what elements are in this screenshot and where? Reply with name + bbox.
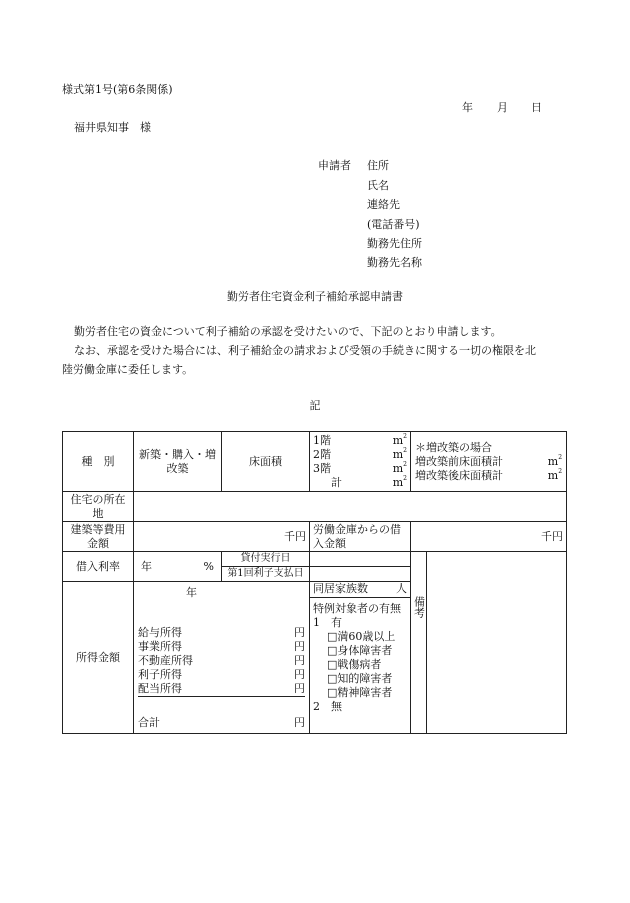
income-realestate-unit: 円 <box>294 654 305 667</box>
renovation-cell[interactable] <box>411 432 567 492</box>
loan-label: 労働金庫からの借入金額 <box>310 522 411 552</box>
renovation-after-unit: $m^2$ <box>547 467 563 482</box>
income-dividend-label: 配当所得 <box>138 682 182 695</box>
income-interest-row <box>138 668 305 682</box>
applicant-address-label: 住所 <box>367 159 389 172</box>
income-year: 年 <box>186 586 197 599</box>
first-interest-date-label: 第1回利子支払日 <box>222 567 310 582</box>
income-salary-row <box>138 626 305 640</box>
first-interest-date-value[interactable] <box>310 567 411 582</box>
renovation-before-row <box>415 455 562 469</box>
special-label: 特例対象者の有無 <box>313 602 401 615</box>
special-cell[interactable] <box>310 582 411 734</box>
income-business-row <box>138 640 305 654</box>
income-total-label: 合計 <box>138 716 160 729</box>
floor-area-values[interactable] <box>310 432 411 492</box>
special-item-physical[interactable]: □身体障害者 <box>327 644 393 657</box>
application-table <box>62 431 567 734</box>
income-breakdown[interactable] <box>134 582 310 734</box>
floor-3-label: 3階 <box>313 461 331 475</box>
loan-value[interactable] <box>411 522 567 552</box>
floor-total-row <box>313 476 407 490</box>
income-business-unit: 円 <box>294 640 305 653</box>
income-total-row <box>138 716 305 730</box>
date-day-label: 日 <box>531 101 542 114</box>
date-month-label: 月 <box>497 101 508 114</box>
renovation-before-unit: $m^2$ <box>547 453 563 468</box>
income-realestate-row <box>138 654 305 668</box>
household-row <box>310 582 410 598</box>
floor-3-unit: $m^2$ <box>392 460 407 475</box>
applicant-name-label: 氏名 <box>367 179 389 192</box>
ki-mark: 記 <box>309 399 321 412</box>
remarks-label: 備考 <box>412 596 426 618</box>
household-label: 同居家族数 <box>313 582 368 595</box>
special-item-intellectual[interactable]: □知的障害者 <box>327 672 393 685</box>
income-dividend-row <box>138 682 305 697</box>
income-realestate-label: 不動産所得 <box>138 654 193 667</box>
rate-row-1 <box>63 552 567 567</box>
floor-total-unit: $m^2$ <box>392 474 407 489</box>
floor-area-label-cell <box>222 432 310 492</box>
floor-2-label: 2階 <box>313 447 331 461</box>
applicant-label: 申請者 <box>318 159 351 172</box>
rate-percent: % <box>203 559 214 573</box>
applicant-contact-label: 連絡先 <box>367 198 400 211</box>
floor-area-label: 床面積 <box>249 454 282 468</box>
location-row <box>63 492 567 522</box>
special-item-war[interactable]: □戦傷病者 <box>327 658 382 671</box>
rate-label: 借入利率 <box>63 552 134 582</box>
special-item-age[interactable]: □満60歳以上 <box>327 630 396 643</box>
income-total-unit: 円 <box>294 716 305 729</box>
cost-value[interactable] <box>134 522 310 552</box>
income-salary-label: 給与所得 <box>138 626 182 639</box>
form-number: 様式第1号(第6条関係) <box>62 83 173 96</box>
rate-value[interactable] <box>134 552 222 582</box>
floor-3-row <box>313 462 407 476</box>
applicant-phone-label: (電話番号) <box>367 218 420 231</box>
floor-2-unit: $m^2$ <box>392 446 407 461</box>
special-yes[interactable]: 1 有 <box>313 616 342 629</box>
floor-1-label: 1階 <box>313 433 331 447</box>
renovation-after-label: 増改築後床面積計 <box>415 468 503 482</box>
renovation-before-label: 増改築前床面積計 <box>415 454 503 468</box>
special-item-mental[interactable]: □精神障害者 <box>327 686 393 699</box>
income-interest-label: 利子所得 <box>138 668 182 681</box>
floor-total-label: 計 <box>331 475 342 489</box>
checkbox-war[interactable]: □ <box>327 658 338 671</box>
special-no[interactable]: 2 無 <box>313 700 342 713</box>
household-unit: 人 <box>396 582 407 595</box>
applicant-work-name-label: 勤務先名称 <box>367 256 422 269</box>
body-line-2: なお、承認を受けた場合には、利子補給金の請求および受領の手続きに関する一切の権限を北 <box>74 344 536 357</box>
cost-unit: 千円 <box>284 529 306 543</box>
body-line-3: 陸労働金庫に委任します。 <box>62 363 194 376</box>
type-row <box>63 432 567 492</box>
body-line-1: 勤労者住宅の資金について利子補給の承認を受けたいので、下記のとおり申請します。 <box>74 325 502 338</box>
remarks-label-cell <box>411 552 427 734</box>
floor-1-row <box>313 434 407 448</box>
addressee: 福井県知事 様 <box>74 121 151 134</box>
loan-exec-date-label: 貸付実行日 <box>222 552 310 567</box>
date-year-label: 年 <box>462 101 473 114</box>
cost-row <box>63 522 567 552</box>
rate-year: 年 <box>141 559 152 573</box>
checkbox-physical[interactable]: □ <box>327 644 338 657</box>
checkbox-age[interactable]: □ <box>327 630 338 643</box>
floor-2-row <box>313 448 407 462</box>
income-interest-unit: 円 <box>294 668 305 681</box>
income-dividend-unit: 円 <box>294 682 305 695</box>
loan-unit: 千円 <box>541 529 564 543</box>
checkbox-mental[interactable]: □ <box>327 686 338 699</box>
document-title: 勤労者住宅資金利子補給承認申請書 <box>227 290 403 303</box>
location-label: 住宅の所在地 <box>63 492 134 522</box>
income-business-label: 事業所得 <box>138 640 182 653</box>
applicant-work-address-label: 勤務先住所 <box>367 237 422 250</box>
loan-exec-date-value[interactable] <box>310 552 411 567</box>
type-value[interactable]: 新築・購入・増改築 <box>134 432 222 492</box>
checkbox-intellectual[interactable]: □ <box>327 672 338 685</box>
type-label: 種 別 <box>63 432 134 492</box>
location-value[interactable] <box>134 492 567 522</box>
floor-1-unit: $m^2$ <box>392 432 407 447</box>
remarks-value[interactable] <box>427 552 567 734</box>
income-label: 所得金額 <box>63 582 134 734</box>
income-salary-unit: 円 <box>294 626 305 639</box>
renovation-after-row <box>415 469 562 483</box>
cost-label: 建築等費用金額 <box>63 522 134 552</box>
renovation-note: ＊増改築の場合 <box>415 440 492 454</box>
